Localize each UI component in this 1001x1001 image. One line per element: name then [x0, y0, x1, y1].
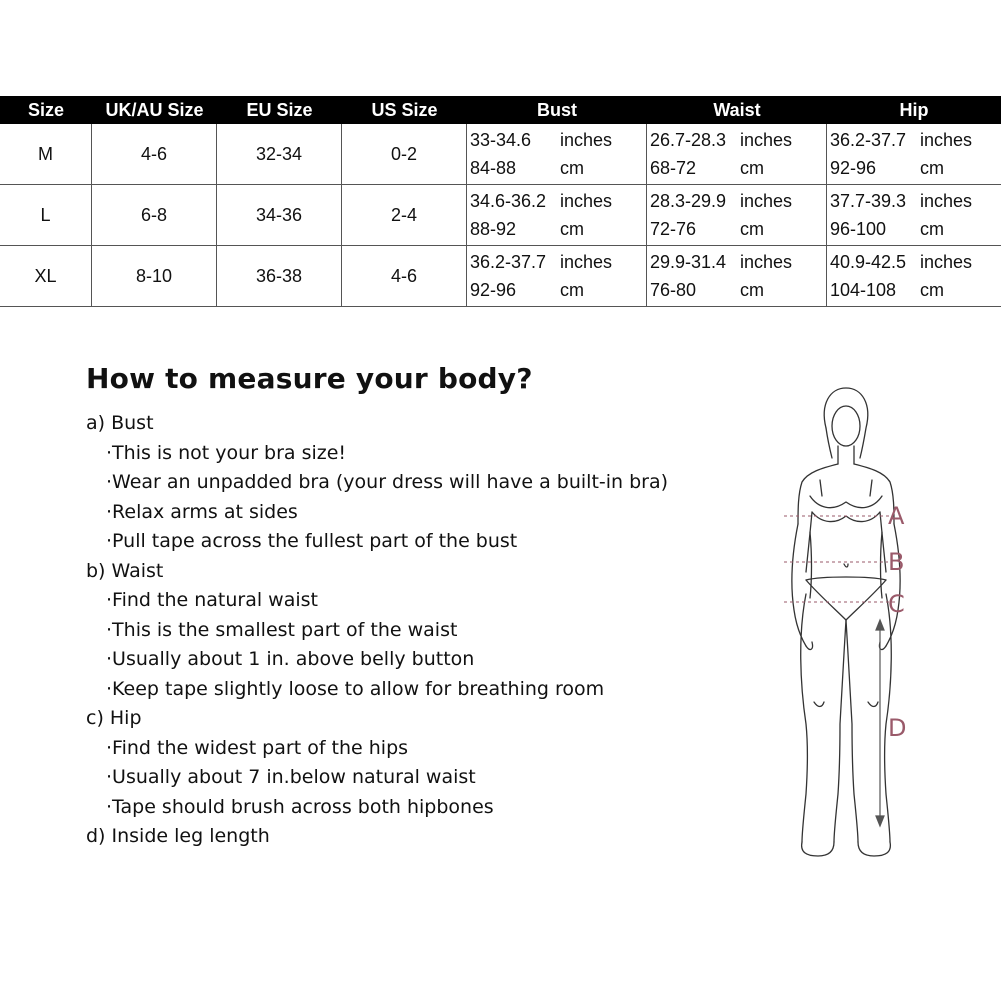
- tip-item: ·Usually about 1 in. above belly button: [106, 648, 475, 670]
- cell-eu: 34-36: [217, 185, 342, 245]
- cell-hip: [827, 124, 1001, 184]
- bust-inches-value: 36.2-37.7: [470, 251, 547, 272]
- header-hip: Hip: [899, 99, 929, 120]
- cell-eu: 32-34: [217, 124, 342, 184]
- table-row: [0, 185, 1001, 246]
- cell-waist: [647, 185, 827, 245]
- tip-item: ·Relax arms at sides: [106, 500, 298, 523]
- section-heading: a) Bust: [86, 412, 154, 434]
- unit-cm: cm: [920, 218, 944, 239]
- guide-title: How to measure your body?: [86, 362, 533, 395]
- tip-item: ·Usually about 7 in.below natural waist: [106, 766, 476, 788]
- header-size: Size: [27, 99, 65, 120]
- tip-item: ·Find the widest part of the hips: [106, 736, 409, 759]
- waist-inches-value: 29.9-31.4: [650, 251, 727, 272]
- waist-inches-value: 26.7-28.3: [650, 129, 727, 150]
- header-uk-au-size: UK/AU Size: [105, 99, 204, 120]
- header-waist: Waist: [713, 99, 761, 120]
- bust-cm-value: 92-96: [470, 279, 517, 300]
- measure-guide: [86, 362, 746, 852]
- label-d: D: [888, 714, 907, 742]
- cell-us: 4-6: [342, 246, 467, 306]
- unit-cm: cm: [560, 279, 584, 300]
- body-outline-illustration: [762, 384, 932, 864]
- hip-inches-value: 37.7-39.3: [830, 190, 907, 211]
- header-us-size: US Size: [371, 99, 438, 120]
- body-measurement-figure: [762, 384, 932, 864]
- cell-size: L: [0, 185, 92, 245]
- waist-inches-value: 28.3-29.9: [650, 190, 727, 211]
- tip-item: ·Keep tape slightly loose to allow for breathing room: [106, 677, 605, 700]
- hip-cm-value: 104-108: [830, 279, 897, 300]
- arrow-up-icon: [876, 620, 884, 630]
- section-bust: [86, 409, 746, 557]
- unit-cm: cm: [560, 157, 584, 178]
- cell-uk-au: 6-8: [92, 185, 217, 245]
- cell-size: M: [0, 124, 92, 184]
- size-chart-table: [0, 96, 1001, 307]
- cell-us: 2-4: [342, 185, 467, 245]
- cell-bust: [467, 246, 647, 306]
- section-waist: [86, 557, 746, 705]
- table-row: [0, 246, 1001, 307]
- waist-cm-value: 72-76: [650, 218, 697, 239]
- unit-inches: inches: [560, 190, 613, 211]
- unit-inches: inches: [560, 251, 613, 272]
- tip-item: ·This is not your bra size!: [106, 441, 347, 464]
- cell-uk-au: 8-10: [92, 246, 217, 306]
- unit-cm: cm: [740, 157, 764, 178]
- bust-inches-value: 34.6-36.2: [470, 190, 547, 211]
- cell-hip: [827, 246, 1001, 306]
- section-heading: d) Inside leg length: [86, 825, 270, 847]
- unit-cm: cm: [560, 218, 584, 239]
- unit-cm: cm: [740, 218, 764, 239]
- cell-size: XL: [0, 246, 92, 306]
- unit-inches: inches: [560, 129, 613, 150]
- header-eu-size: EU Size: [246, 99, 313, 120]
- section-hip: [86, 704, 746, 822]
- label-b: B: [888, 548, 905, 576]
- section-inside-leg: [86, 822, 746, 852]
- table-header-row: [0, 96, 1001, 124]
- hip-inches-value: 36.2-37.7: [830, 129, 907, 150]
- cell-waist: [647, 124, 827, 184]
- cell-eu: 36-38: [217, 246, 342, 306]
- bust-inches-value: 33-34.6: [470, 129, 532, 150]
- hip-cm-value: 92-96: [830, 157, 877, 178]
- section-heading: c) Hip: [86, 707, 142, 729]
- table-row: [0, 124, 1001, 185]
- cell-uk-au: 4-6: [92, 124, 217, 184]
- cell-us: 0-2: [342, 124, 467, 184]
- header-bust: Bust: [537, 99, 577, 120]
- waist-cm-value: 76-80: [650, 279, 697, 300]
- cell-hip: [827, 185, 1001, 245]
- unit-cm: cm: [920, 279, 944, 300]
- unit-inches: inches: [740, 190, 793, 211]
- unit-inches: inches: [920, 251, 973, 272]
- label-a: A: [888, 502, 905, 530]
- hip-cm-value: 96-100: [830, 218, 887, 239]
- arrow-down-icon: [876, 816, 884, 826]
- unit-cm: cm: [920, 157, 944, 178]
- section-heading: b) Waist: [86, 559, 164, 582]
- cell-bust: [467, 124, 647, 184]
- tip-item: ·This is the smallest part of the waist: [106, 618, 458, 641]
- hip-inches-value: 40.9-42.5: [830, 251, 907, 272]
- unit-inches: inches: [920, 129, 973, 150]
- unit-cm: cm: [740, 279, 764, 300]
- cell-waist: [647, 246, 827, 306]
- tip-item: ·Wear an unpadded bra (your dress will have a built-in bra): [106, 471, 669, 493]
- tip-item: ·Tape should brush across both hipbones: [106, 795, 494, 818]
- cell-bust: [467, 185, 647, 245]
- bust-cm-value: 84-88: [470, 157, 517, 178]
- unit-inches: inches: [740, 251, 793, 272]
- unit-inches: inches: [920, 190, 973, 211]
- unit-inches: inches: [740, 129, 793, 150]
- tip-item: ·Find the natural waist: [106, 589, 318, 611]
- tip-item: ·Pull tape across the fullest part of the bust: [106, 530, 518, 552]
- label-c: C: [888, 590, 905, 618]
- waist-cm-value: 68-72: [650, 157, 697, 178]
- bust-cm-value: 88-92: [470, 218, 517, 239]
